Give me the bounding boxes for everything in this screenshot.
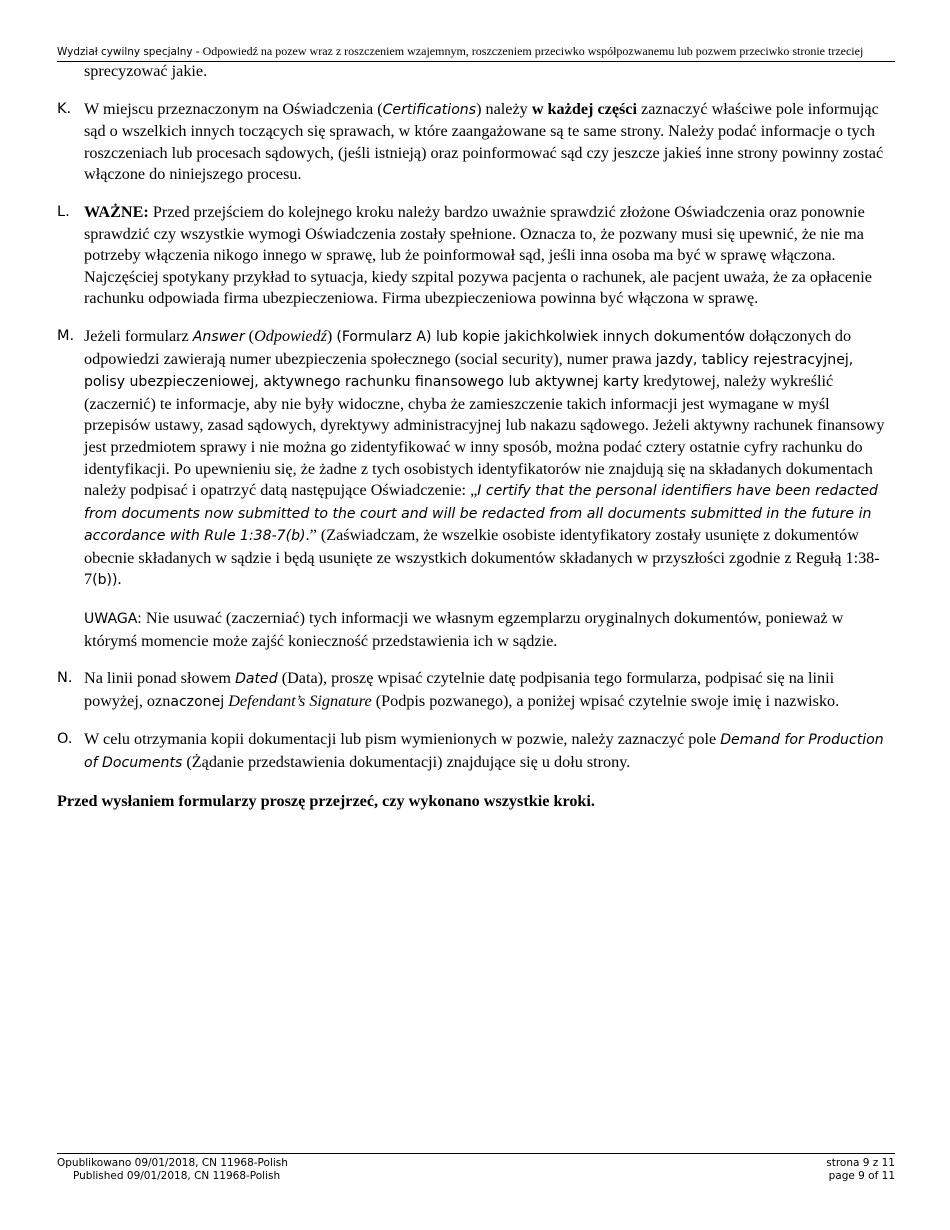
item-marker: O. — [57, 731, 73, 748]
term-demand: Demand for Production of Documents — [84, 732, 884, 772]
term-certifications: Certifications — [382, 101, 477, 118]
continuation-text: sprecyzować jakie. — [84, 62, 208, 80]
text: zaznaczyć właściwe pole informując sąd o wszelkich innych toczących się sprawach, w które zaangażowane są te same strony. Należy podać informacje o tych roszczeniach lub procesach sądowych, (jeśli istnieją) oraz poinformować sąd czy jeszcze jakieś inne strony powinny zostać włączone do niniejszego procesu. — [84, 99, 884, 184]
item-marker: K. — [57, 100, 72, 117]
text: Jeżeli formularz — [84, 326, 193, 345]
page-header — [57, 44, 895, 62]
text: dołączonych do odpowiedzi zawierają numer ubezpieczenia społecznego (social security), numer prawa — [84, 326, 852, 368]
text: (b)) — [92, 572, 118, 589]
closing-reminder: Przed wysłaniem formularzy proszę przejrzeć, czy wykonano wszystkie kroki. — [57, 791, 595, 810]
instructions-body — [57, 61, 897, 812]
text: ) — [326, 326, 337, 345]
instruction-l — [57, 202, 897, 310]
text: (Żądanie przedstawienia dokumentacji) znajdujące się u dołu strony. — [182, 753, 631, 772]
publication-info — [57, 1157, 288, 1183]
term-signature: Defendant’s Signature — [228, 691, 372, 710]
instruction-o — [57, 729, 897, 774]
important-label: WAŻNE: — [84, 202, 149, 221]
published-en: Published 09/01/2018, CN 11968-Polish — [73, 1170, 281, 1182]
instruction-k — [57, 99, 897, 186]
item-marker: N. — [57, 670, 73, 687]
emphasis: w każdej części — [531, 99, 637, 118]
header-department: Wydział cywilny specjalny — [57, 46, 193, 58]
page-number-en: page 9 of 11 — [828, 1170, 895, 1182]
text: ) należy — [476, 99, 532, 118]
term-answer: Answer — [192, 328, 245, 345]
note-label: UWAGA: — [84, 611, 142, 628]
text: kredytowej, należy wykreślić (zaczernić) te informacje, aby nie były widoczne, chyba że zamieszczenie takich informacji jest wymagane w myśl przepisów ustawy, zasad sądowych, dyrektywy administracyjnej lub nakazu sądowego. Jeżeli aktywny rachunek finansowy jest przedmiotem sprawy i nie można go zidentyfikować w inny sposób, można podać cztery ostatnie cyfry rachunku do identyfikacji. Po upewnieniu się, że żadne z tych osobistych identyfikatorów nie znajdują się na składanych dokumentach należy podpisać i opatrzyć datą następujące Oświadczenie: „ — [84, 372, 885, 500]
item-marker: M. — [57, 327, 75, 344]
text: aczonej — [170, 693, 225, 710]
text: Nie usuwać (zaczerniać) tych informacji we własnym egzemplarzu oryginalnych dokumentów, ponieważ w którymś momencie może zajść konieczność przedstawienia ich w sądzie. — [84, 609, 844, 650]
term-dated: Dated — [235, 671, 278, 688]
text: (Podpis pozwanego), a poniżej wpisać czytelnie swoje imię i nazwisko. — [371, 691, 840, 710]
term-odpowiedz: Odpowiedź — [254, 326, 327, 345]
note-uwaga — [84, 608, 897, 652]
item-marker: L. — [57, 203, 70, 220]
text: ( — [244, 326, 255, 345]
instruction-m — [57, 326, 897, 592]
page-number — [826, 1157, 895, 1183]
text: Przed przejściem do kolejnego kroku należy bardzo uważnie sprawdzić złożone Oświadczenia oraz ponownie sprawdzić czy wszystkie wymogi Oświadczenia zostały spełnione. Oznacza to, że pozwany musi się upewnić, że nie ma potrzeby włączenia nikogo innego w sprawę, lub że poinformował sąd, jeśli inna osoba ma być w sprawę włączona. Najczęściej spotykany przykład to sytuacja, kiedy szpital pozywa pacjenta o rachunek, ale pacjent uważa, że za opłacenie rachunku odpowiada firma ubezpieczeniowa. Firma ubezpieczeniowa powinna być włączona w sprawę. — [84, 202, 872, 308]
header-title: - Odpowiedź na pozew wraz z roszczeniem wzajemnym, roszczeniem przeciwko współpozwanemu lub pozwem przeciwko stronie trzeciej — [192, 44, 864, 58]
text: jazdy, tablicy rejestracyjnej, polisy ubezpieczeniowej, aktywnego rachunku finansowego lub aktywnej karty — [84, 351, 854, 391]
text: W miejscu przeznaczonym na Oświadczenia ( — [84, 99, 383, 118]
page-number-pl: strona 9 z 11 — [826, 1157, 895, 1169]
text: W celu otrzymania kopii dokumentacji lub pism wymienionych w pozwie, należy zaznaczyć pole — [84, 730, 721, 749]
page-footer — [57, 1153, 895, 1182]
certification-statement: I certify that the personal identifiers have been redacted from documents now submitted to the court and will be redacted from all documents submitted in the future in accordance with Rule 1:38-7(b) — [84, 483, 878, 545]
text: (Data), proszę wpisać czytelnie datę podpisania tego formularza, podpisać się na linii powyżej, ozn — [84, 669, 835, 710]
text: (Formularz A) lub kopie jakichkolwiek innych dokumentów — [336, 328, 746, 345]
text: Na linii ponad słowem — [84, 669, 236, 688]
published-pl: Opublikowano 09/01/2018, CN 11968-Polish — [57, 1157, 288, 1169]
instruction-n — [57, 668, 897, 713]
text: . — [117, 570, 122, 589]
text: .” (Zaświadczam, że wszelkie osobiste identyfikatory zostały usunięte z dokumentów obecnie składanych w sądzie i będą usunięte ze wszystkich dokumentów składanych w przyszłości zgodnie z Regułą 1:38-7 — [84, 526, 880, 589]
